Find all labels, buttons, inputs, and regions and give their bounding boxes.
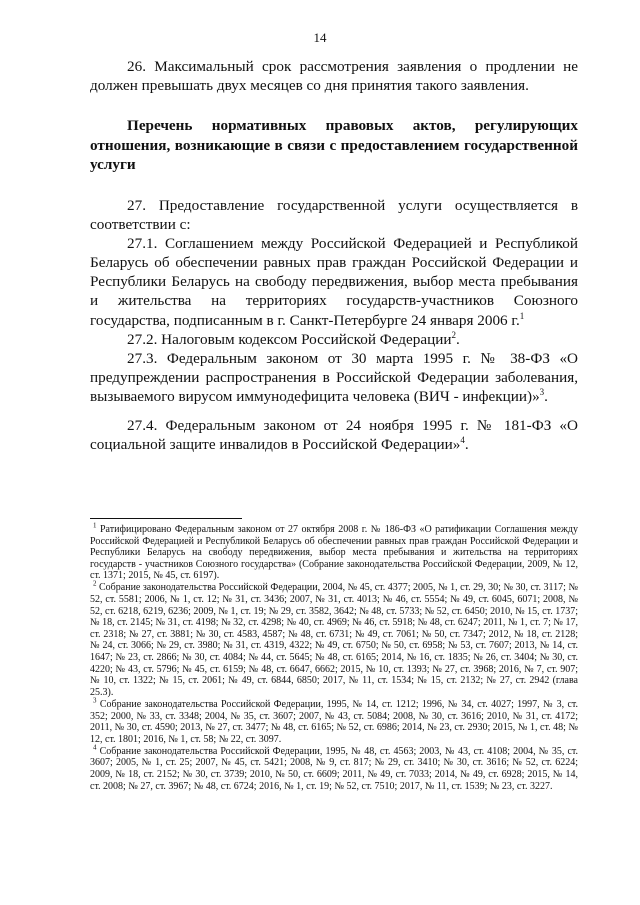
paragraph-27-1-text: 27.1. Соглашением между Российской Федерацией и Республикой Беларусь об обеспечении равных прав граждан Российской Федерации и Республики Беларусь на свободу передвижения, выбор места пребывания и жительства на территориях государств-участников Союзного государства, подписанным в г. Санкт-Петербурге 24 января 2006 г.: [90, 235, 578, 329]
footnote-number: 2: [93, 580, 97, 589]
paragraph-27-2: [90, 330, 578, 349]
paragraph-27-1: [90, 234, 578, 329]
footnote-divider: [90, 518, 242, 519]
document-body: [90, 57, 578, 454]
page-number: 14: [313, 30, 327, 45]
footnote-ref-1[interactable]: 1: [519, 310, 525, 321]
footnote-3: [90, 696, 578, 745]
paragraph-27-4: [90, 416, 578, 454]
paragraph-27-2-end: .: [455, 330, 460, 348]
footnote-ref-3[interactable]: 3: [539, 386, 545, 397]
footnote-number: 4: [93, 743, 97, 752]
paragraph-27-3-end: .: [544, 387, 548, 405]
paragraph-27: 27. Предоставление государственной услуги осуществляется в соответствии с:: [90, 196, 578, 234]
footnote-1: [90, 521, 578, 582]
footnote-text: Собрание законодательства Российской Федерации, 2004, № 45, ст. 4377; 2005, № 1, ст. 29, 30; № 30, ст. 3117; № 52, ст. 5581; 2006, № 1, ст. 12; № 31, ст. 3436; 2007, № 31, ст. 4013; № 46, ст. 5554; № 49, ст. 6045, 6071; 2008, № 52, ст. 6218, 6219, 6236; 2009, № 1, ст. 19; № 29, ст. 3582, 3642; № 48, ст. 5733; № 52, ст. 6450; 2010, № 15, ст. 1737; № 18, ст. 2145; № 31, ст. 4198; № 32, ст. 4298; № 40, ст. 4969; № 46, ст. 5918; № 48, ст. 6247; 2011, № 1, ст. 7; № 17, ст. 2318; № 27, ст. 3881; № 30, ст. 4583, 4587; № 48, ст. 6731; № 49, ст. 7061; № 50, ст. 7347; 2012, № 18, ст. 2128; № 24, ст. 3066; № 29, ст. 3980; № 31, ст. 4319, 4322; № 49, ст. 6750; № 50, ст. 6958; № 53, ст. 7607; 2013, № 14, ст. 1647; № 23, ст. 2866; № 30, ст. 4084; № 44, ст. 5645; № 48, ст. 6165; 2014, № 16, ст. 1835; № 26, ст. 3404; № 30, ст. 4220; № 43, ст. 5796; № 45, ст. 6159; № 48, ст. 6647, 6662; 2015, № 10, ст. 1393; № 27, ст. 3968; 2016, № 7, ст. 907; № 10, ст. 1322; № 15, ст. 2061; № 49, ст. 6844, 6850; 2017, № 11, ст. 1534; № 15, ст. 2132; № 27, ст. 2942 (глава 25.3).: [90, 582, 579, 698]
section-heading: Перечень нормативных правовых актов, регулирующих отношения, возникающие в связи с предоставлением государственной услуги: [90, 117, 578, 174]
paragraph-27-3: [90, 349, 578, 406]
footnote-4: [90, 743, 578, 792]
footnote-number: 1: [93, 521, 97, 530]
paragraph-26: 26. Максимальный срок рассмотрения заявления о продлении не должен превышать двух месяцев со дня принятия такого заявления.: [90, 58, 578, 95]
paragraph-27-3-text: 27.3. Федеральным законом от 30 марта 1995 г. № 38-ФЗ «О предупреждении распространения в Российской Федерации заболевания, вызываемого вирусом иммунодефицита человека (ВИЧ - инфекции)»: [90, 349, 578, 405]
paragraph-27-4-text: 27.4. Федеральным законом от 24 ноября 1995 г. № 181-ФЗ «О социальной защите инвалидов в Российской Федерации»: [90, 417, 578, 454]
footnote-text: Собрание законодательства Российской Федерации, 1995, № 48, ст. 4563; 2003, № 43, ст. 4108; 2004, № 35, ст. 3607; 2005, № 1, ст. 25; 2007, № 45, ст. 5421; 2008, № 9, ст. 817; № 29, ст. 3410; № 30, ст. 3616; № 52, ст. 6224; 2009, № 18, ст. 2152; № 30, ст. 3739; 2010, № 50, ст. 6609; 2011, № 49, ст. 7033; 2014, № 49, ст. 6928; 2015, № 14, ст. 2008; № 27, ст. 3967; № 48, ст. 6724; 2016, № 1, ст. 19; № 52, ст. 7510; 2017, № 11, ст. 1539; № 23, ст. 3227.: [90, 745, 578, 792]
footnote-ref-2[interactable]: 2: [451, 329, 456, 340]
paragraph-27-2-text: 27.2. Налоговым кодексом Российской Федерации: [127, 330, 452, 348]
footnote-text: Ратифицировано Федеральным законом от 27 октября 2008 г. № 186-ФЗ «О ратификации Соглашения между Российской Федерацией и Республикой Беларусь об обеспечении равных прав граждан Российской Федерации и Республики Беларусь на свободу передвижения, выбор места пребывания и жительства на территориях государств - участников Союзного государства» (Собрание законодательства Российской Федерации, 2009, № 12, ст. 1371; 2015, № 45, ст. 6197).: [90, 524, 578, 582]
footnote-2: [90, 582, 578, 698]
footnote-text: Собрание законодательства Российской Федерации, 1995, № 14, ст. 1212; 1996, № 34, ст. 4027; 1997, № 3, ст. 352; 2000, № 33, ст. 3348; 2004, № 35, ст. 3607; 2007, № 43, ст. 5084; 2008, № 30, ст. 3616; 2010, № 31, ст. 4172; 2011, № 30, ст. 4590; 2013, № 27, ст. 3477; № 48, ст. 6165; № 52, ст. 6986; 2014, № 23, ст. 2930; 2015, № 1, ст. 48; № 12, ст. 1801; 2016, № 1, ст. 58; № 22, ст. 3097.: [90, 698, 578, 745]
paragraph-27-4-end: .: [464, 436, 469, 454]
footnote-ref-4[interactable]: 4: [460, 435, 465, 446]
footnotes: [90, 521, 579, 793]
footnote-number: 3: [93, 696, 97, 705]
